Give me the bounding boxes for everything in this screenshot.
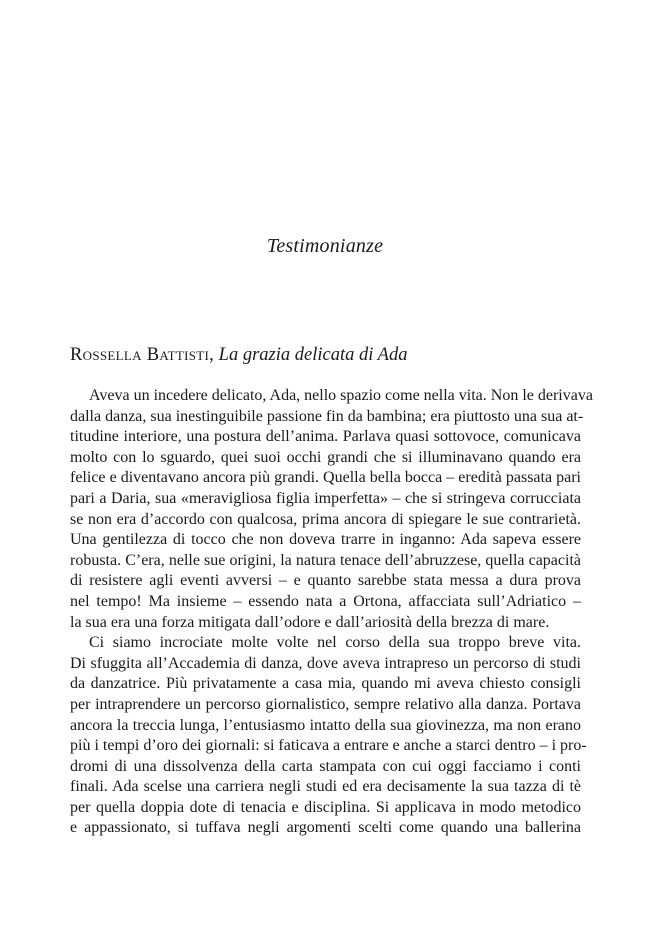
testimony-byline — [70, 342, 590, 368]
paragraph-line: molto con lo sguardo, quei suoi occhi grandi che si illuminavano quando era — [70, 448, 581, 466]
paragraph-line: se non era d’accordo con qualcosa, prima ancora di spiegare le sue contrarietà. — [70, 510, 581, 528]
paragraph-line: per intraprendere un percorso giornalistico, sempre relativo alla danza. Portava — [70, 695, 581, 713]
paragraph-line: Aveva un incedere delicato, Ada, nello spazio come nella vita. Non le derivava — [89, 387, 593, 404]
paragraph-line: Una gentilezza di tocco che non doveva trarre in inganno: Ada sapeva essere — [70, 531, 581, 549]
paragraph-line: robusta. C’era, nelle sue origini, la natura tenace dell’abruzzese, quella capacità — [70, 551, 581, 569]
paragraph-line: più i tempi d’oro dei giornali: si faticava a entrare e anche a starci dentro – i pro- — [70, 737, 587, 755]
paragraph-line: dromi di una dissolvenza della carta stampata con cui oggi facciamo i conti — [70, 757, 581, 775]
paragraph-line: da danzatrice. Più privatamente a casa mia, quando mi aveva chiesto consigli — [70, 675, 581, 693]
byline-work-title: La grazia delicata di Ada — [218, 345, 408, 365]
paragraph-line: pari a Daria, sua «meravigliosa figlia imperfetta» – che si stringeva corrucciata — [70, 489, 581, 507]
paragraph-line: e appassionato, si tuffava negli argomenti scelti come quando una ballerina — [70, 819, 581, 837]
paragraph-line: felice e diventavano ancora più grandi. Quella bella bocca – eredità passata pari — [70, 469, 581, 487]
paragraph-line: ancora la treccia lunga, l’entusiasmo intatto della sua giovinezza, ma non erano — [70, 716, 581, 734]
paragraph-line: dalla danza, sua inestinguibile passione fin da bambina; era piuttosto una sua at- — [70, 407, 584, 425]
body-text — [70, 386, 593, 839]
paragraph-line: per quella doppia dote di tenacia e disciplina. Si applicava in modo metodico — [70, 798, 581, 816]
paragraph-line: Ci siamo incrociate molte volte nel corso della sua troppo breve vita. — [89, 634, 581, 652]
byline-author: Rossella Battisti, — [70, 345, 215, 365]
paragraph-line: Di sfuggita all’Accademia di danza, dove aveva intrapreso un percorso di studi — [70, 654, 581, 672]
paragraph-line: nel tempo! Ma insieme – essendo nata a Ortona, affacciata sull’Adriatico – — [70, 592, 581, 610]
paragraph-line: titudine interiore, una postura dell’anima. Parlava quasi sottovoce, comunicava — [70, 428, 581, 446]
paragraph-line: di resistere agli eventi avversi – e quanto sarebbe stata messa a dura prova — [70, 572, 581, 590]
section-title: Testimonianze — [266, 235, 384, 257]
paragraph-line: finali. Ada scelse una carriera negli studi ed era decisamente la sua tazza di tè — [70, 778, 581, 796]
paragraph-line: la sua era una forza mitigata dall’odore e dall’ariosità della brezza di mare. — [70, 613, 550, 631]
